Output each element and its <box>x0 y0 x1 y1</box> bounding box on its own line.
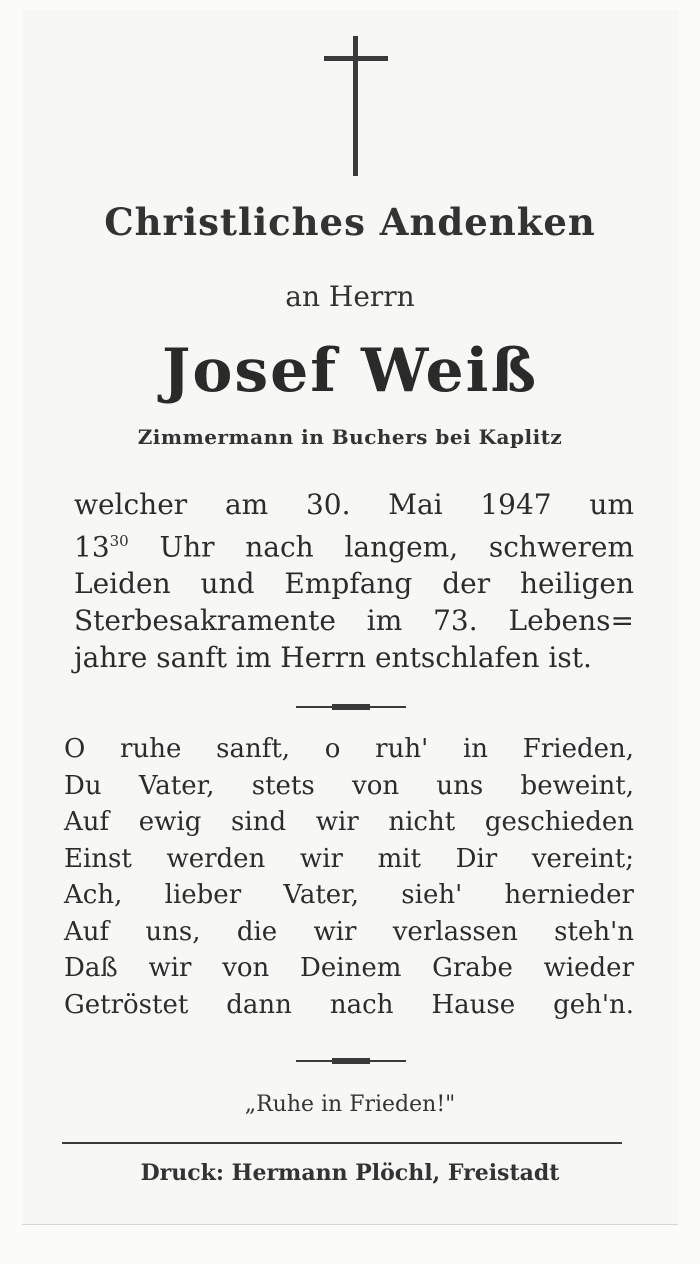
poem-line: O ruhe sanft, o ruh' in Frieden, <box>64 734 634 764</box>
poem-line: Daß wir von Deinem Grabe wieder <box>64 953 634 983</box>
poem-line: Auf ewig sind wir nicht geschieden <box>64 807 634 837</box>
cross-icon <box>320 36 392 176</box>
printer-credit: Druck: Hermann Plöchl, Freistadt <box>140 1160 560 1186</box>
obituary-line: welcher am 30. Mai 1947 um <box>74 488 634 521</box>
obituary-line <box>74 523 634 565</box>
ornament-divider <box>296 1056 406 1066</box>
poem-line: Du Vater, stets von uns beweint, <box>64 770 634 801</box>
poem-line: Einst werden wir mit Dir vereint; <box>64 843 634 874</box>
obituary-line: jahre sanft im Herrn entschlafen ist. <box>74 641 592 675</box>
obituary-line: Sterbesakramente im 73. Lebens= <box>74 604 634 638</box>
obituary-line: Leiden und Empfang der heiligen <box>74 567 634 601</box>
time-hour: 13 <box>74 530 110 564</box>
poem-line: Auf uns, die wir verlassen steh'n <box>64 916 634 947</box>
card-title: Christliches Andenken <box>104 200 596 244</box>
poem-line: Getröstet dann nach Hause geh'n. <box>64 989 634 1020</box>
divider-line <box>62 1142 622 1144</box>
occupation-text: Zimmermann in Buchers bei Kaplitz <box>137 425 563 449</box>
ornament-divider <box>296 702 406 712</box>
obituary-line-text: Uhr nach langem, schwerem <box>159 530 634 564</box>
time-minutes: 30 <box>109 532 129 550</box>
poem-line: Ach, lieber Vater, sieh' hernieder <box>64 880 634 910</box>
closing-text: „Ruhe in Frieden!" <box>244 1092 456 1117</box>
poem <box>64 731 634 1023</box>
intro-text: an Herrn <box>285 280 415 313</box>
obituary-text <box>74 486 634 676</box>
deceased-name: Josef Weiß <box>161 336 539 406</box>
